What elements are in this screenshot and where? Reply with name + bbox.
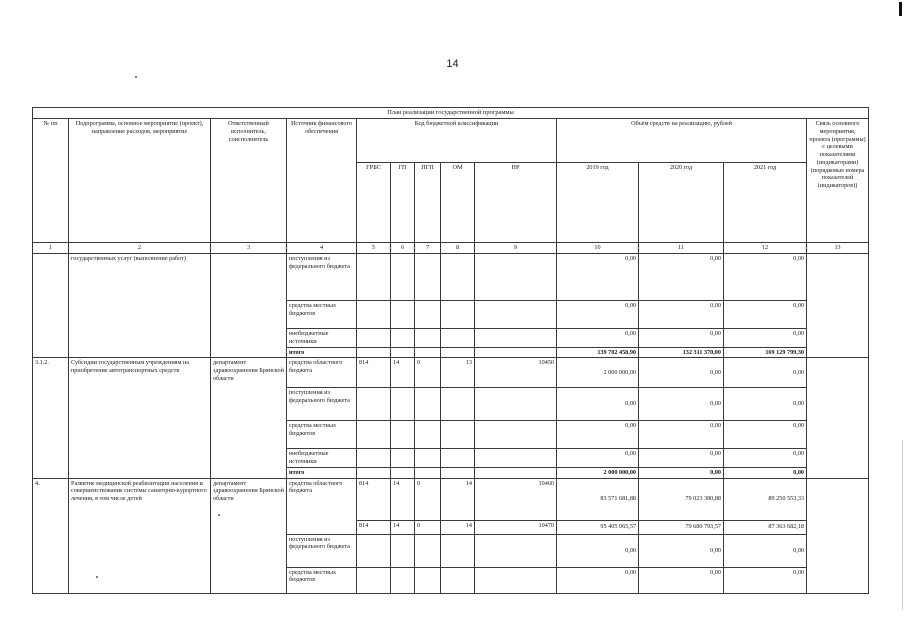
row-source: средства местных бюджетов xyxy=(287,301,357,329)
amount-2021: 0,00 xyxy=(724,449,807,468)
amount-2020: 79 680 793,57 xyxy=(639,520,724,534)
amount-2021: 0,00 xyxy=(724,301,807,329)
column-number: 12 xyxy=(724,243,807,254)
amount-2021: 0,00 xyxy=(724,534,807,567)
header-budget-code: Код бюджетной классификации xyxy=(357,119,557,163)
header-executor: Ответственный исполнитель, соисполнитель xyxy=(211,119,287,243)
amount-2021: 0,00 xyxy=(724,388,807,421)
code-nr: 10450 xyxy=(475,358,557,388)
row-executor: департамент здравоохранения Брянской области xyxy=(211,478,287,593)
row-source: внебюджетные источники xyxy=(287,329,357,348)
header-link: Связь основного мероприятия, проекта (программы) с целевыми показателями (индикаторами) (порядковые номера показателей (индикаторов)) xyxy=(807,119,869,243)
amount-2019: 0,00 xyxy=(557,388,639,421)
code-grbs: 814 xyxy=(357,520,391,534)
header-gp: ГП xyxy=(391,163,415,243)
total-2021: 0,00 xyxy=(724,467,807,478)
total-2019: 2 000 000,00 xyxy=(557,467,639,478)
amount-2019: 0,00 xyxy=(557,329,639,348)
header-om: ОМ xyxy=(441,163,475,243)
amount-2020: 0,00 xyxy=(639,254,724,301)
header-subprogram: Подпрограмма, основное мероприятие (проект), направление расходов, мероприятие xyxy=(69,119,211,243)
column-number: 1 xyxy=(33,243,69,254)
row-total-label: итого xyxy=(287,467,357,478)
code-nr: 10470 xyxy=(475,520,557,534)
amount-2021: 0,00 xyxy=(724,358,807,388)
column-number: 13 xyxy=(807,243,869,254)
amount-2021: 87 363 682,18 xyxy=(724,520,807,534)
amount-2019: 0,00 xyxy=(557,301,639,329)
row-executor: департамент здравоохранения Брянской области xyxy=(211,358,287,478)
header-source: Источник финансового обеспечения xyxy=(287,119,357,243)
table-row xyxy=(33,254,869,301)
code-gp: 14 xyxy=(391,520,415,534)
table-title: План реализации государственной программы xyxy=(33,108,869,119)
row-source: поступления из федерального бюджета xyxy=(287,388,357,421)
amount-2021: 0,00 xyxy=(724,254,807,301)
code-om: 14 xyxy=(441,478,475,520)
table-row xyxy=(33,478,869,520)
total-2019: 139 702 458,90 xyxy=(557,347,639,358)
scan-edge-mark xyxy=(899,2,902,16)
column-number-row xyxy=(33,243,869,254)
column-number: 8 xyxy=(441,243,475,254)
row-subprogram: государственных услуг (выполнение работ) xyxy=(69,254,211,358)
plan-table xyxy=(32,107,869,594)
header-2019: 2019 год xyxy=(557,163,639,243)
table-row xyxy=(33,358,869,388)
row-num: 4. xyxy=(33,478,69,593)
row-num-empty xyxy=(33,254,69,358)
code-om: 13 xyxy=(441,358,475,388)
row-link-empty xyxy=(807,358,869,478)
scan-speck xyxy=(135,76,137,78)
amount-2019: 0,00 xyxy=(557,421,639,449)
amount-2020: 0,00 xyxy=(639,388,724,421)
amount-2020: 0,00 xyxy=(639,567,724,593)
header-volume: Объём средств на реализацию, рублей xyxy=(557,119,807,163)
scan-edge-line xyxy=(902,440,903,610)
amount-2019: 0,00 xyxy=(557,534,639,567)
row-link-empty xyxy=(807,478,869,593)
amount-2021: 0,00 xyxy=(724,329,807,348)
column-number: 10 xyxy=(557,243,639,254)
amount-2020: 0,00 xyxy=(639,301,724,329)
amount-2020: 0,00 xyxy=(639,449,724,468)
amount-2020: 0,00 xyxy=(639,421,724,449)
amount-2020: 0,00 xyxy=(639,534,724,567)
column-number: 6 xyxy=(391,243,415,254)
code-nr: 10460 xyxy=(475,478,557,520)
amount-2019: 95 405 065,57 xyxy=(557,520,639,534)
header-grbs: ГРБС xyxy=(357,163,391,243)
column-number: 7 xyxy=(415,243,441,254)
header-pgp: ПГП xyxy=(415,163,441,243)
amount-2021: 89 250 553,33 xyxy=(724,478,807,520)
amount-2019: 0,00 xyxy=(557,567,639,593)
total-2020: 0,00 xyxy=(639,467,724,478)
header-2021: 2021 год xyxy=(724,163,807,243)
column-number: 5 xyxy=(357,243,391,254)
total-2020: 132 311 370,00 xyxy=(639,347,724,358)
row-executor-empty xyxy=(211,254,287,358)
row-total-label: итого xyxy=(287,347,357,358)
code-pgp: 0 xyxy=(415,478,441,520)
column-number: 11 xyxy=(639,243,724,254)
amount-2020: 79 023 380,88 xyxy=(639,478,724,520)
row-source: поступления из федерального бюджета xyxy=(287,254,357,301)
row-source: средства местных бюджетов xyxy=(287,421,357,449)
amount-2019: 0,00 xyxy=(557,254,639,301)
code-pgp: 0 xyxy=(415,520,441,534)
row-source: поступления из федерального бюджета xyxy=(287,534,357,567)
row-link-empty xyxy=(807,254,869,358)
header-2020: 2020 год xyxy=(639,163,724,243)
column-number: 4 xyxy=(287,243,357,254)
row-source: средства областного бюджета xyxy=(287,478,357,534)
row-subprogram: Развитие медицинской реабилитации населения и совершенствование системы санаторно-курортного лечения, в том числе детей xyxy=(69,478,211,593)
code-grbs: 814 xyxy=(357,478,391,520)
header-row xyxy=(33,119,869,163)
amount-2019: 2 000 000,00 xyxy=(557,358,639,388)
column-number: 2 xyxy=(69,243,211,254)
page-number: 14 xyxy=(446,58,459,70)
code-gp: 14 xyxy=(391,358,415,388)
row-num: 3.1.2. xyxy=(33,358,69,478)
code-pgp: 0 xyxy=(415,358,441,388)
table-title-row xyxy=(33,108,869,119)
row-subprogram: Субсидии государственным учреждениям на приобретение автотранспортных средств xyxy=(69,358,211,478)
amount-2021: 0,00 xyxy=(724,421,807,449)
row-source: средства местных бюджетов xyxy=(287,567,357,593)
column-number: 3 xyxy=(211,243,287,254)
code-grbs: 814 xyxy=(357,358,391,388)
row-source: средства областного бюджета xyxy=(287,358,357,388)
code-om: 14 xyxy=(441,520,475,534)
amount-2021: 0,00 xyxy=(724,567,807,593)
amount-2020: 0,00 xyxy=(639,329,724,348)
amount-2019: 83 571 681,88 xyxy=(557,478,639,520)
total-2021: 169 129 799,30 xyxy=(724,347,807,358)
header-nr: НР xyxy=(475,163,557,243)
column-number: 9 xyxy=(475,243,557,254)
header-num: № пп xyxy=(33,119,69,243)
row-source: внебюджетные источники xyxy=(287,449,357,468)
amount-2019: 0,00 xyxy=(557,449,639,468)
amount-2020: 0,00 xyxy=(639,358,724,388)
code-gp: 14 xyxy=(391,478,415,520)
